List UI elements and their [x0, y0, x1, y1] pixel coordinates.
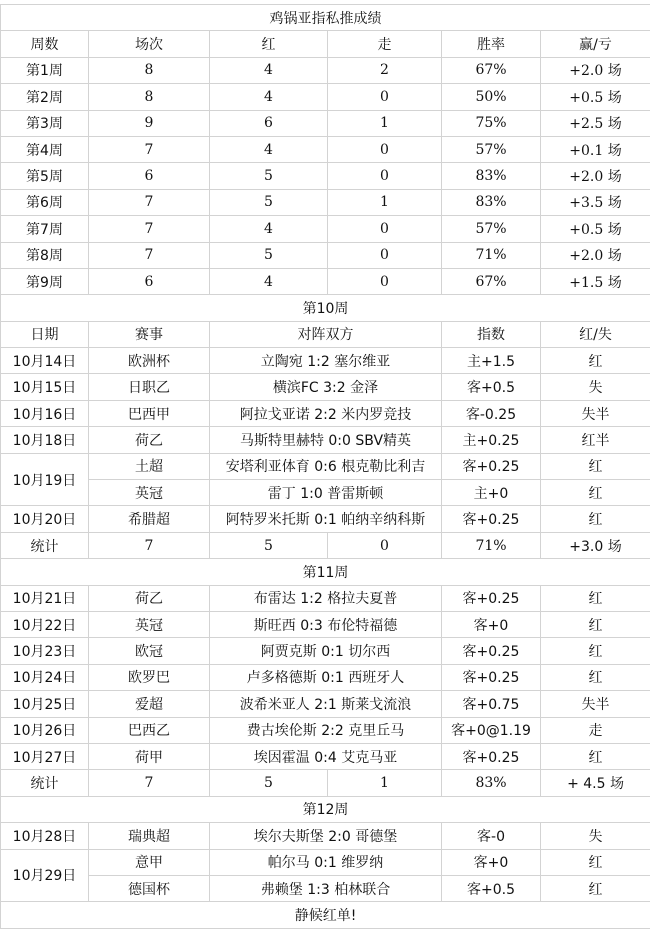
stats-label: 统计 [1, 770, 89, 796]
games-count: 6 [89, 268, 210, 294]
match-teams: 布雷达 1:2 格拉夫夏普 [210, 585, 442, 611]
match-date: 10月14日 [1, 348, 89, 374]
match-result: 红 [541, 611, 650, 637]
match-teams: 阿贾克斯 0:1 切尔西 [210, 638, 442, 664]
match-date: 10月22日 [1, 611, 89, 637]
match-odds: 主+0 [442, 480, 541, 506]
push-count: 0 [328, 216, 442, 242]
match-league: 德国杯 [89, 875, 210, 901]
match-result: 红半 [541, 427, 650, 453]
match-league: 爱超 [89, 691, 210, 717]
profit-value: +0.5 场 [541, 84, 650, 110]
stats-profit: + 4.5 场 [541, 770, 650, 796]
summary-row [1, 189, 650, 215]
match-league: 欧洲杯 [89, 348, 210, 374]
stats-push: 0 [328, 532, 442, 558]
match-row [1, 453, 650, 479]
odds-header: 指数 [442, 321, 541, 347]
rate-header: 胜率 [442, 31, 541, 57]
match-result: 红 [541, 664, 650, 690]
match-teams: 斯旺西 0:3 布伦特福德 [210, 611, 442, 637]
push-count: 0 [328, 84, 442, 110]
match-odds: 客-0.25 [442, 400, 541, 426]
match-row [1, 664, 650, 690]
week-label: 第8周 [1, 242, 89, 268]
red-count: 4 [210, 136, 328, 162]
summary-row [1, 57, 650, 83]
games-count: 7 [89, 242, 210, 268]
profit-value: +3.5 场 [541, 189, 650, 215]
profit-value: +2.0 场 [541, 242, 650, 268]
games-count: 7 [89, 189, 210, 215]
match-league: 荷乙 [89, 585, 210, 611]
date-header: 日期 [1, 321, 89, 347]
page-title: 鸡锅亚指私推成绩 [1, 5, 650, 31]
games-count: 9 [89, 110, 210, 136]
week-label: 第3周 [1, 110, 89, 136]
match-row [1, 506, 650, 532]
match-row [1, 480, 650, 506]
match-teams: 阿拉戈亚诺 2:2 米内罗竞技 [210, 400, 442, 426]
profit-value: +2.0 场 [541, 57, 650, 83]
match-odds: 主+0.25 [442, 427, 541, 453]
match-date: 10月20日 [1, 506, 89, 532]
section-title: 第10周 [1, 295, 650, 321]
games-count: 8 [89, 57, 210, 83]
match-teams: 阿特罗米托斯 0:1 帕纳辛纳科斯 [210, 506, 442, 532]
match-teams: 安塔利亚体育 0:6 根克勒比利吉 [210, 453, 442, 479]
results-table [0, 4, 650, 929]
week-label: 第2周 [1, 84, 89, 110]
match-result: 红 [541, 453, 650, 479]
match-date: 10月27日 [1, 743, 89, 769]
win-rate: 57% [442, 216, 541, 242]
match-row [1, 611, 650, 637]
match-odds: 客+0.25 [442, 664, 541, 690]
match-row [1, 374, 650, 400]
match-teams: 帕尔马 0:1 维罗纳 [210, 849, 442, 875]
win-rate: 67% [442, 57, 541, 83]
stats-rate: 83% [442, 770, 541, 796]
match-result: 红 [541, 585, 650, 611]
section-title-row [1, 559, 650, 585]
match-date: 10月28日 [1, 823, 89, 849]
match-result: 失半 [541, 691, 650, 717]
stats-profit: +3.0 场 [541, 532, 650, 558]
push-count: 0 [328, 268, 442, 294]
match-odds: 主+1.5 [442, 348, 541, 374]
match-date: 10月24日 [1, 664, 89, 690]
match-date: 10月21日 [1, 585, 89, 611]
match-row [1, 875, 650, 901]
match-teams: 雷丁 1:0 普雷斯顿 [210, 480, 442, 506]
red-count: 5 [210, 189, 328, 215]
profit-value: +0.1 场 [541, 136, 650, 162]
match-odds: 客+0.25 [442, 585, 541, 611]
summary-row [1, 216, 650, 242]
match-odds: 客+0.5 [442, 875, 541, 901]
win-rate: 67% [442, 268, 541, 294]
match-league: 瑞典超 [89, 823, 210, 849]
match-league: 荷甲 [89, 743, 210, 769]
red-count: 5 [210, 163, 328, 189]
win-rate: 50% [442, 84, 541, 110]
match-odds: 客+0.25 [442, 506, 541, 532]
stats-label: 统计 [1, 532, 89, 558]
red-count: 4 [210, 268, 328, 294]
match-teams: 卢多格德斯 0:1 西班牙人 [210, 664, 442, 690]
match-teams: 横滨FC 3:2 金泽 [210, 374, 442, 400]
match-row [1, 743, 650, 769]
match-odds: 客+0.25 [442, 638, 541, 664]
match-league: 欧罗巴 [89, 664, 210, 690]
match-date: 10月23日 [1, 638, 89, 664]
stats-red: 5 [210, 770, 328, 796]
match-odds: 客+0 [442, 611, 541, 637]
match-row [1, 691, 650, 717]
match-teams: 马斯特里赫特 0:0 SBV精英 [210, 427, 442, 453]
summary-row [1, 84, 650, 110]
match-league: 意甲 [89, 849, 210, 875]
match-row [1, 849, 650, 875]
games-count: 7 [89, 216, 210, 242]
match-result: 红 [541, 875, 650, 901]
match-league: 巴西乙 [89, 717, 210, 743]
match-teams: 波希米亚人 2:1 斯莱戈流浪 [210, 691, 442, 717]
week-label: 第4周 [1, 136, 89, 162]
match-result: 失 [541, 374, 650, 400]
match-date: 10月16日 [1, 400, 89, 426]
match-date: 10月25日 [1, 691, 89, 717]
match-row [1, 400, 650, 426]
stats-games: 7 [89, 532, 210, 558]
profit-value: +1.5 场 [541, 268, 650, 294]
week-header: 周数 [1, 31, 89, 57]
games-count: 6 [89, 163, 210, 189]
section-title-row [1, 295, 650, 321]
win-rate: 75% [442, 110, 541, 136]
section-title-row [1, 796, 650, 822]
match-league: 巴西甲 [89, 400, 210, 426]
match-date: 10月18日 [1, 427, 89, 453]
week-label: 第6周 [1, 189, 89, 215]
summary-row [1, 163, 650, 189]
win-rate: 83% [442, 189, 541, 215]
match-row [1, 638, 650, 664]
match-teams: 立陶宛 1:2 塞尔维亚 [210, 348, 442, 374]
match-league: 希腊超 [89, 506, 210, 532]
match-teams: 埃尔夫斯堡 2:0 哥德堡 [210, 823, 442, 849]
match-header: 对阵双方 [210, 321, 442, 347]
push-count: 0 [328, 242, 442, 268]
push-count: 2 [328, 57, 442, 83]
match-row [1, 427, 650, 453]
match-odds: 客+0.5 [442, 374, 541, 400]
profit-value: +0.5 场 [541, 216, 650, 242]
red-header: 红 [210, 31, 328, 57]
match-result: 红 [541, 743, 650, 769]
red-count: 5 [210, 242, 328, 268]
summary-header-row [1, 31, 650, 57]
match-teams: 费古埃伦斯 2:2 克里丘马 [210, 717, 442, 743]
match-odds: 客+0.25 [442, 453, 541, 479]
result-header: 红/失 [541, 321, 650, 347]
win-rate: 71% [442, 242, 541, 268]
results-table-body [1, 5, 650, 929]
stats-push: 1 [328, 770, 442, 796]
match-date: 10月26日 [1, 717, 89, 743]
profit-value: +2.0 场 [541, 163, 650, 189]
section-title: 第12周 [1, 796, 650, 822]
match-teams: 埃因霍温 0:4 艾克马亚 [210, 743, 442, 769]
match-odds: 客+0 [442, 849, 541, 875]
week-label: 第9周 [1, 268, 89, 294]
match-odds: 客-0 [442, 823, 541, 849]
match-league: 土超 [89, 453, 210, 479]
match-row [1, 717, 650, 743]
match-result: 红 [541, 506, 650, 532]
match-date: 10月29日 [1, 849, 89, 902]
red-count: 4 [210, 84, 328, 110]
match-odds: 客+0@1.19 [442, 717, 541, 743]
stats-red: 5 [210, 532, 328, 558]
push-count: 1 [328, 110, 442, 136]
summary-row [1, 268, 650, 294]
title-row [1, 5, 650, 31]
match-result: 红 [541, 480, 650, 506]
push-header: 走 [328, 31, 442, 57]
win-rate: 57% [442, 136, 541, 162]
games-header: 场次 [89, 31, 210, 57]
push-count: 0 [328, 163, 442, 189]
push-count: 0 [328, 136, 442, 162]
match-result: 失 [541, 823, 650, 849]
match-date: 10月15日 [1, 374, 89, 400]
profit-value: +2.5 场 [541, 110, 650, 136]
stats-games: 7 [89, 770, 210, 796]
match-result: 失半 [541, 400, 650, 426]
week-label: 第1周 [1, 57, 89, 83]
week-label: 第5周 [1, 163, 89, 189]
match-header-row [1, 321, 650, 347]
match-teams: 弗赖堡 1:3 柏林联合 [210, 875, 442, 901]
red-count: 4 [210, 57, 328, 83]
match-result: 红 [541, 348, 650, 374]
push-count: 1 [328, 189, 442, 215]
stats-rate: 71% [442, 532, 541, 558]
league-header: 赛事 [89, 321, 210, 347]
games-count: 8 [89, 84, 210, 110]
summary-row [1, 242, 650, 268]
match-date: 10月19日 [1, 453, 89, 506]
games-count: 7 [89, 136, 210, 162]
match-row [1, 823, 650, 849]
match-row [1, 348, 650, 374]
match-row [1, 585, 650, 611]
match-league: 英冠 [89, 611, 210, 637]
match-league: 日职乙 [89, 374, 210, 400]
match-result: 走 [541, 717, 650, 743]
red-count: 6 [210, 110, 328, 136]
match-league: 荷乙 [89, 427, 210, 453]
summary-row [1, 136, 650, 162]
stats-row [1, 532, 650, 558]
summary-row [1, 110, 650, 136]
win-rate: 83% [442, 163, 541, 189]
match-odds: 客+0.75 [442, 691, 541, 717]
week-label: 第7周 [1, 216, 89, 242]
match-odds: 客+0.25 [442, 743, 541, 769]
red-count: 4 [210, 216, 328, 242]
match-result: 红 [541, 849, 650, 875]
match-result: 红 [541, 638, 650, 664]
closing-message: 静候红单! [1, 902, 650, 928]
section-title: 第11周 [1, 559, 650, 585]
stats-row [1, 770, 650, 796]
match-league: 英冠 [89, 480, 210, 506]
match-league: 欧冠 [89, 638, 210, 664]
profit-header: 赢/亏 [541, 31, 650, 57]
